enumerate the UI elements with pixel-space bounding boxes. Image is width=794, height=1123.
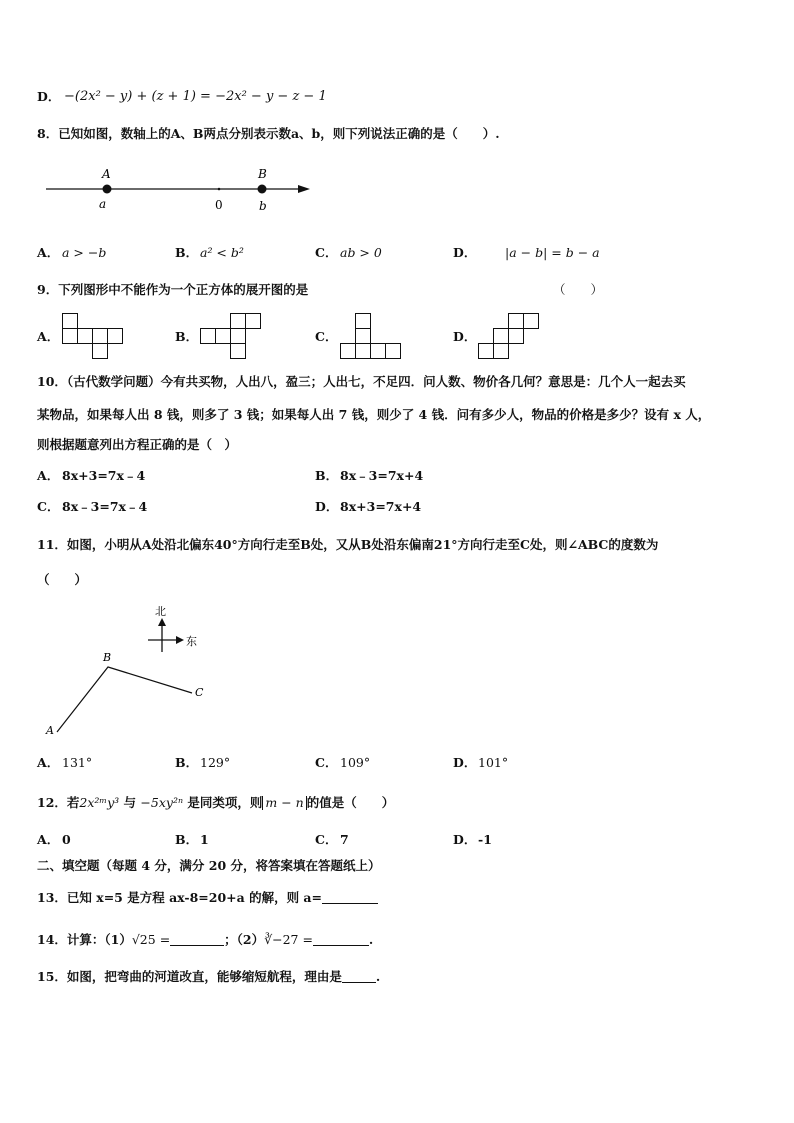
number-line-figure [40, 160, 320, 220]
q9-option-a-net [60, 312, 126, 360]
q12-option-a-label: A． [37, 832, 60, 847]
path-a-b-c [57, 667, 192, 732]
q12-stem [37, 794, 394, 812]
origin-label: 0 [215, 198, 223, 212]
q8-option-a-label: A． [37, 245, 60, 260]
q10-line-2: 某物品，如果每人出 8 钱，则多了 3 钱；如果每人出 7 钱，则少了 4 钱．问有多少人，物品的价格是多少？设有 x 人， [37, 407, 711, 422]
q14-separator: ；（2） [224, 932, 265, 947]
q14-answer-blank-2[interactable] [313, 933, 369, 946]
q7-option-d-label: D． [37, 89, 61, 104]
q7-option-d-expression: −(2x² − y) + (z + 1) = −2x² − y − z − 1 [64, 89, 327, 104]
q9-option-a-label: A． [37, 329, 60, 344]
q14-expression-1: √25 = [131, 932, 171, 947]
q8-option-b-label: B． [175, 245, 199, 260]
q11-direction-figure [40, 600, 210, 742]
point-a-value: a [99, 197, 107, 211]
q11-option-d-label: D． [453, 755, 477, 770]
point-b-dot [258, 185, 267, 194]
q12-option-c-text: 7 [340, 832, 349, 847]
section-2-heading: 二、填空题（每题 4 分，满分 20 分，将答案填在答题纸上） [37, 858, 381, 873]
origin-tick [218, 188, 221, 191]
q15-stem: 15．如图，把弯曲的河道改直，能够缩短航程，理由是 [37, 969, 342, 984]
point-b-label: B [258, 167, 267, 181]
q15-answer-blank[interactable] [342, 970, 376, 983]
q9-option-c-net [338, 312, 404, 360]
q10-option-c-label: C． [37, 499, 60, 514]
q15-text [37, 968, 380, 986]
q12-option-b-text: 1 [200, 832, 209, 847]
q14-text [37, 931, 373, 949]
north-label: 北 [155, 605, 166, 618]
q9-stem: 9．下列图形中不能作为一个正方体的展开图的是 [37, 282, 309, 297]
q11-option-a-text: 131° [62, 755, 93, 770]
q9-option-d-label: D． [453, 329, 477, 344]
point-a-dot [103, 185, 112, 194]
q8-option-b-text: a² < b² [200, 245, 244, 260]
east-label: 东 [186, 635, 197, 648]
q14-prefix: 14．计算：（1） [37, 932, 132, 947]
q8-option-d-text: |a − b| = b − a [505, 245, 600, 260]
q14-end: . [368, 932, 374, 947]
q10-line-3: 则根据题意列出方程正确的是（ ） [37, 437, 238, 452]
q8-stem: 8．已知如图，数轴上的A、B两点分别表示数a、b，则下列说法正确的是（ ）. [37, 126, 500, 141]
number-line-arrow [298, 185, 310, 193]
q8-option-c-text: ab > 0 [340, 245, 382, 260]
q11-line-2: （ ） [37, 572, 88, 587]
q11-line-1: 11．如图，小明从A处沿北偏东40°方向行走至B处，又从B处沿东偏南21°方向行走至C处，则∠ABC的度数为 [37, 537, 659, 552]
q11-option-c-label: C． [315, 755, 338, 770]
q11-option-c-text: 109° [340, 755, 371, 770]
q11-option-d-text: 101° [478, 755, 509, 770]
q13-stem: 13．已知 x=5 是方程 ax-8=20+a 的解，则 a= [37, 890, 323, 905]
q12-option-a-text: 0 [62, 832, 71, 847]
q10-line-1: 10．（古代数学问题）今有共买物，人出八，盈三；人出七，不足四．问人数、物价各几何？意思是：几个人一起去买 [37, 374, 686, 389]
q15-end: . [375, 969, 381, 984]
east-arrow-icon [176, 636, 184, 644]
q12-prefix: 12．若 [37, 795, 80, 810]
q14-answer-blank-1[interactable] [170, 933, 224, 946]
north-arrow-icon [158, 618, 166, 626]
q12-mid: 与 [123, 795, 137, 810]
point-a-label: A [46, 724, 54, 737]
point-a-label: A [102, 167, 111, 181]
q10-option-d-text: 8x+3=7x+4 [340, 499, 422, 514]
q11-option-a-label: A． [37, 755, 60, 770]
point-b-label: B [103, 651, 112, 664]
q12-suffix-2: 的值是（ ） [306, 795, 395, 810]
q13-text [37, 889, 378, 907]
q8-option-c-label: C． [315, 245, 338, 260]
q9-option-b-label: B． [175, 329, 199, 344]
q10-option-a-text: 8x+3=7x﹣4 [62, 468, 146, 483]
point-c-label: C [195, 686, 204, 699]
q10-option-a-label: A． [37, 468, 60, 483]
q10-option-c-text: 8x﹣3=7x﹣4 [62, 499, 148, 514]
q8-option-d-label: D． [453, 245, 477, 260]
q14-expression-2: ∛−27 = [264, 932, 313, 947]
q9-answer-paren: （ ） [553, 282, 604, 297]
q12-term-2: −5xy²ⁿ [140, 795, 184, 810]
q12-option-d-label: D． [453, 832, 477, 847]
q12-suffix-1: 是同类项，则 [187, 795, 263, 810]
q12-option-d-text: -1 [478, 832, 492, 847]
q12-abs-expression: m − n [262, 796, 306, 810]
q10-option-d-label: D． [315, 499, 339, 514]
q9-option-d-net [476, 312, 542, 360]
q12-option-c-label: C． [315, 832, 338, 847]
q8-option-a-text: a > −b [62, 245, 107, 260]
q12-term-1: 2x²ᵐy³ [79, 795, 120, 810]
q12-option-b-label: B． [175, 832, 199, 847]
q13-answer-blank[interactable] [322, 891, 378, 904]
q10-option-b-label: B． [315, 468, 339, 483]
q11-option-b-label: B． [175, 755, 199, 770]
point-b-value: b [259, 199, 267, 213]
q10-option-b-text: 8x﹣3=7x+4 [340, 468, 424, 483]
q9-option-b-net [198, 312, 264, 360]
q11-option-b-text: 129° [200, 755, 231, 770]
q9-option-c-label: C． [315, 329, 338, 344]
